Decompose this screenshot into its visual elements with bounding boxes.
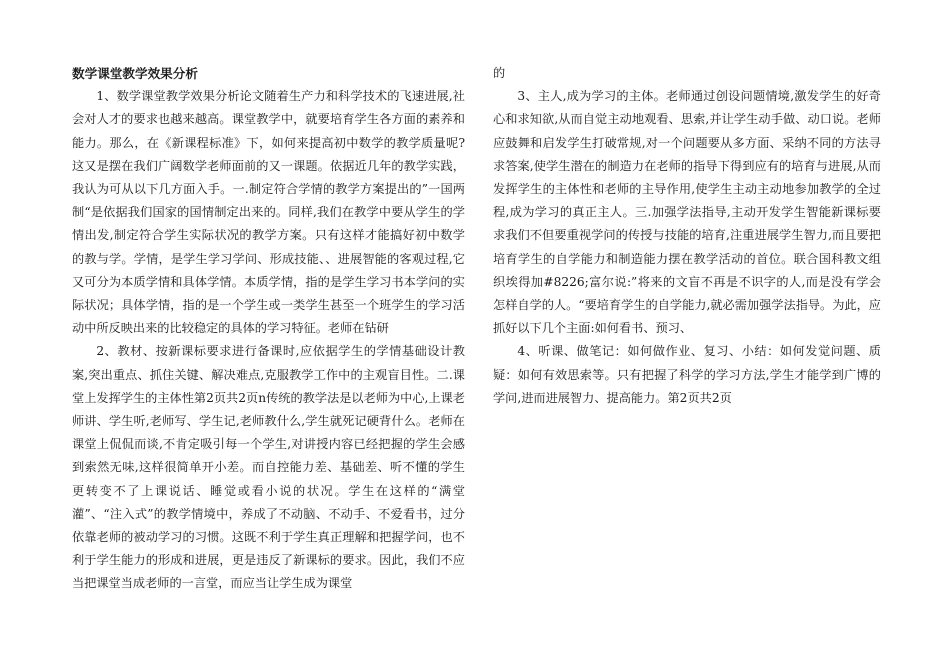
left-column xyxy=(72,62,465,596)
paragraph-continuation: 的 xyxy=(493,66,506,80)
paragraph-4: 4、听课、做笔记：如何做作业、复习、小结：如何发觉问题、质疑：如何有效思索等。只有把握了科学的学习方法,学生才能学到广博的学问,进而进展智力、提高能力。第2页共2页 xyxy=(493,344,881,405)
right-column xyxy=(493,62,881,410)
paragraph-3: 3、主人,成为学习的主体。老师通过创设问题情境,激发学生的好奇心和求知欲,从而自觉主动地观看、思索,并让学生动手做、动口说。老师应鼓舞和启发学生打破常规,对一个问题要从多方面、采纳不同的方法寻求答案,使学生潜在的制造力在老师的指导下得到应有的培育与进展,从而发挥学生的主体性和老师的主导作用,使学生主动主动地参加教学的全过程,成为学习的真正主人。三.加强学法指导,主动开发学生智能新课标要求我们不但要重视学问的传授与技能的培育,注重进展学生智力,而且要把培育学生的自学能力和制造能力摆在教学活动的首位。联合国科教文组织埃得加#8226;富尔说:”将来的文盲不再是不识字的人,而是没有学会怎样自学的人。“要培育学生的自学能力,就必需加强学法指导。为此，应抓好以下几个主面:如何看书、预习、 xyxy=(493,89,881,336)
paragraph-1: 1、数学课堂教学效果分析论文随着生产力和科学技术的飞速进展,社会对人才的要求也越来越高。课堂教学中，就要培育学生各方面的素养和能力。那么，在《新课程标准》下，如何来提高初中数学的教学质量呢?这又是摆在我们广阔数学老师面前的又一课题。依据近几年的教学实践，我认为可从以下几方面入手。一.制定符合学情的教学方案提出的”一国两制“是依据我们国家的国情制定出来的。同样,我们在教学中要从学生的学情出发,制定符合学生实际状况的教学方案。只有这样才能搞好初中数学的教与学。学情，是学生学习学问、形成技能、、进展智能的客观过程,它又可分为本质学情和具体学情。本质学情，指的是学生学习书本学问的实际状况；具体学情，指的是一个学生或一类学生甚至一个班学生的学习活动中所反映出来的比较稳定的具体的学习特征。老师在钻研 xyxy=(72,89,465,336)
document-title: 数学课堂教学效果分析 xyxy=(72,66,198,81)
paragraph-2: 2、教材、按新课标要求进行备课时,应依据学生的学情基础设计教案,突出重点、抓住关键、解决难点,克服教学工作中的主观盲目性。二.课堂上发挥学生的主体性第2页共2页n传统的教学法是以老师为中心,上课老师讲、学生听,老师写、学生记,老师教什么,学生就死记硬背什么。老师在课堂上侃侃而谈,不肯定吸引每一个学生,对讲授内容已经把握的学生会感到索然无味,这样很简单开小差。而自控能力差、基础差、听不懂的学生更转变不了上课说话、睡觉或看小说的状况。学生在这样的“满堂灌”、“注入式”的教学情境中，养成了不动脑、不动手、不爱看书，过分依靠老师的被动学习的习惯。这既不利于学生真正理解和把握学问，也不利于学生能力的形成和进展，更是违反了新课标的要求。因此，我们不应当把课堂当成老师的一言堂，而应当让学生成为课堂 xyxy=(72,344,465,591)
